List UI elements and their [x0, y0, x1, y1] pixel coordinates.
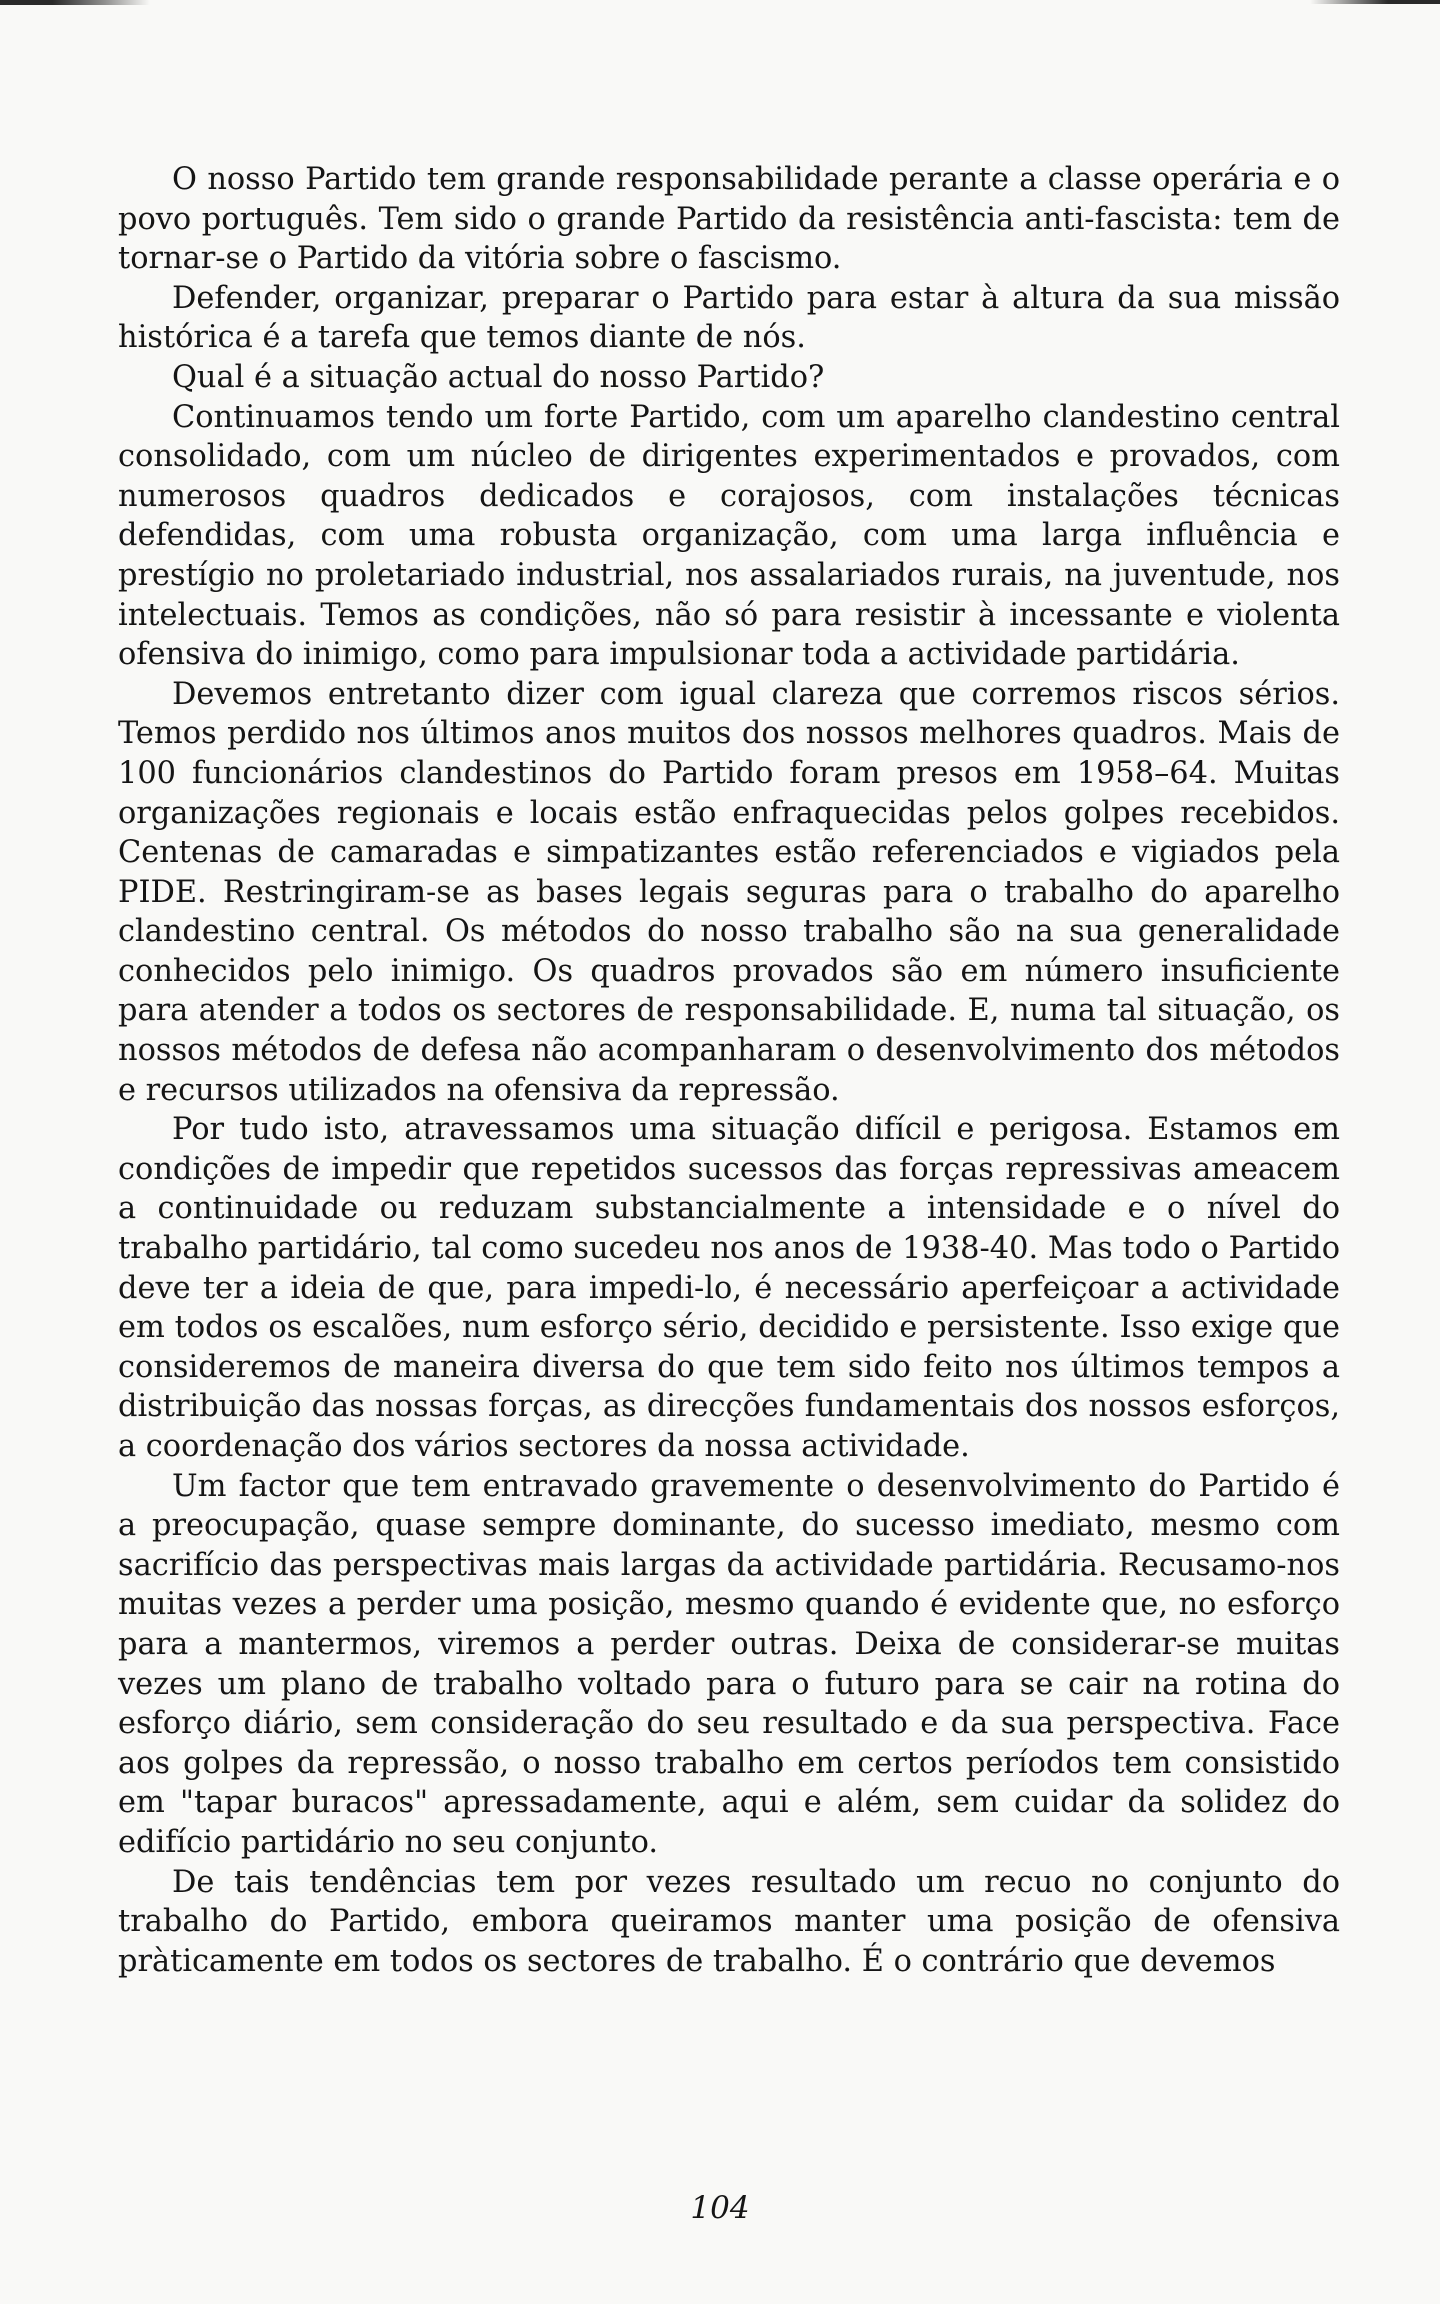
paragraph-1: O nosso Partido tem grande responsabilidade perante a classe operária e o povo português. Tem sido o grande Partido da resistência anti-fascista: tem de tornar-se o Partido da vitória sobre o fascismo.	[118, 162, 1340, 277]
page-body-text	[118, 160, 1340, 1981]
paragraph-3: Qual é a situação actual do nosso Partido?	[172, 359, 825, 395]
paragraph-4: Continuamos tendo um forte Partido, com um aparelho clandestino central consolidado, com um núcleo de dirigentes experimentados e provados, com numerosos quadros dedicados e corajosos, com instalações técnicas defendidas, com uma robusta organização, com uma larga influência e prestígio no proletariado industrial, nos assalariados rurais, na juventude, nos intelectuais. Temos as condições, não só para resistir à incessante e violenta ofensiva do inimigo, como para impulsionar toda a actividade partidária.	[118, 399, 1340, 673]
scan-edge-mark-left	[0, 0, 150, 5]
paragraph-2: Defender, organizar, preparar o Partido para estar à altura da sua missão histórica é a tarefa que temos diante de nós.	[118, 280, 1340, 356]
page-number: 104	[690, 2190, 750, 2226]
paragraph-6: Por tudo isto, atravessamos uma situação difícil e perigosa. Estamos em condições de impedir que repetidos sucessos das forças repressivas ameacem a continuidade ou reduzam substancialmente a intensidade e o nível do trabalho partidário, tal como sucedeu nos anos de 1938-40. Mas todo o Partido deve ter a ideia de que, para impedi-lo, é necessário aperfeiçoar a actividade em todos os escalões, num esforço sério, decidido e persistente. Isso exige que consideremos de maneira diversa do que tem sido feito nos últimos tempos a distribuição das nossas forças, as direcções fundamentais dos nossos esforços, a coordenação dos vários sectores da nossa actividade.	[118, 1112, 1340, 1464]
paragraph-5: Devemos entretanto dizer com igual clareza que corremos riscos sérios. Temos perdido nos últimos anos muitos dos nossos melhores quadros. Mais de 100 funcionários clandestinos do Partido foram presos em 1958–64. Muitas organizações regionais e locais estão enfraquecidas pelos golpes recebidos. Centenas de camaradas e simpatizantes estão referenciados e vigiados pela PIDE. Restringiram-se as bases legais seguras para o trabalho do aparelho clandestino central. Os métodos do nosso trabalho são na sua generalidade conhecidos pelo inimigo. Os quadros provados são em número insuficiente para atender a todos os sectores de responsabilidade. E, numa tal situação, os nossos métodos de defesa não acompanharam o desenvolvimento dos métodos e recursos utilizados na ofensiva da repressão.	[118, 676, 1340, 1108]
paragraph-7: Um factor que tem entravado gravemente o desenvolvimento do Partido é a preocupação, quase sempre dominante, do sucesso imediato, mesmo com sacrifício das perspectivas mais largas da actividade partidária. Recusamo-nos muitas vezes a perder uma posição, mesmo quando é evidente que, no esforço para a mantermos, viremos a perder outras. Deixa de considerar-se muitas vezes um plano de trabalho voltado para o futuro para se cair na rotina do esforço diário, sem consideração do seu resultado e da sua perspectiva. Face aos golpes da repressão, o nosso trabalho em certos períodos tem consistido em "tapar buracos" apressadamente, aqui e além, sem cuidar da solidez do edifício partidário no seu conjunto.	[118, 1468, 1340, 1860]
scan-edge-mark-right	[1310, 0, 1440, 4]
paragraph-8: De tais tendências tem por vezes resultado um recuo no conjunto do trabalho do Partido, embora queiramos manter uma posição de ofensiva pràticamente em todos os sectores de trabalho. É o contrário que devemos	[118, 1864, 1340, 1979]
